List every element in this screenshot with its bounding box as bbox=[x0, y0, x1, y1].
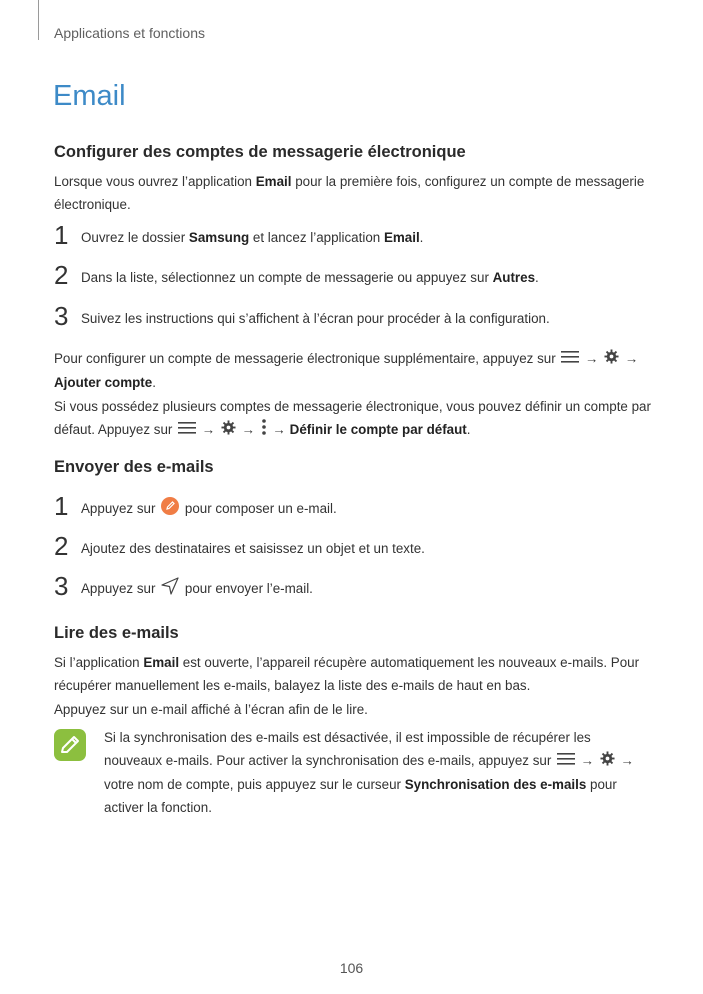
menu-icon bbox=[557, 750, 575, 773]
step-3 bbox=[54, 571, 654, 603]
step-2 bbox=[54, 531, 654, 563]
note-text: Si la synchronisation des e-mails est désactivée, il est impossible de récupérer les nouveaux e-mails. Pour activer la synchronisation des e-mails, appuyez sur → → votre nom de compte, puis appuyez sur le curseur Synchronisation des e-mails pour activer la fonction. bbox=[104, 730, 635, 815]
section-heading-configure: Configurer des comptes de messagerie électronique bbox=[54, 143, 466, 161]
step-2 bbox=[54, 260, 654, 292]
step-number: 2 bbox=[54, 531, 69, 561]
step-number: 3 bbox=[54, 571, 69, 601]
note-icon bbox=[54, 729, 86, 761]
step-number: 2 bbox=[54, 260, 69, 290]
compose-icon bbox=[161, 497, 179, 522]
step-number: 1 bbox=[54, 491, 69, 521]
page-title: Email bbox=[53, 80, 126, 112]
margin-rule bbox=[38, 0, 39, 40]
more-vertical-icon bbox=[261, 419, 267, 442]
step-3 bbox=[54, 301, 654, 333]
breadcrumb: Applications et fonctions bbox=[54, 25, 205, 41]
step-text: Suivez les instructions qui s’affichent à l’écran pour procéder à la configuration. bbox=[81, 311, 550, 326]
step-text: Dans la liste, sélectionnez un compte de messagerie ou appuyez sur Autres. bbox=[81, 270, 539, 285]
default-account-paragraph: Si vous possédez plusieurs comptes de messagerie électronique, vous pouvez définir un compte par défaut. Appuyez sur → → → Définir le compte par défaut. bbox=[54, 395, 654, 442]
step-text: Appuyez sur pour envoyer l’e-mail. bbox=[81, 577, 313, 602]
gear-icon bbox=[600, 750, 615, 773]
extra-account-paragraph: Pour configurer un compte de messagerie électronique supplémentaire, appuyez sur → → Ajouter compte. bbox=[54, 347, 654, 394]
menu-icon bbox=[561, 348, 579, 371]
section-heading-send: Envoyer des e-mails bbox=[54, 458, 214, 476]
gear-icon bbox=[604, 348, 619, 371]
step-text: Ouvrez le dossier Samsung et lancez l’application Email. bbox=[81, 230, 424, 245]
send-icon bbox=[161, 577, 179, 602]
step-text: Appuyez sur pour composer un e-mail. bbox=[81, 497, 337, 522]
step-1 bbox=[54, 491, 654, 523]
page-number: 106 bbox=[339, 960, 364, 976]
menu-icon bbox=[178, 419, 196, 442]
gear-icon bbox=[221, 419, 236, 442]
section-heading-read: Lire des e-mails bbox=[54, 624, 179, 642]
step-number: 3 bbox=[54, 301, 69, 331]
step-1 bbox=[54, 220, 654, 252]
intro-paragraph: Lorsque vous ouvrez l’application Email pour la première fois, configurez un compte de messagerie électronique. bbox=[54, 174, 645, 212]
step-number: 1 bbox=[54, 220, 69, 250]
read-instruction: Appuyez sur un e-mail affiché à l’écran afin de le lire. bbox=[54, 702, 368, 717]
step-text: Ajoutez des destinataires et saisissez un objet et un texte. bbox=[81, 541, 425, 556]
read-paragraph: Si l’application Email est ouverte, l’appareil récupère automatiquement les nouveaux e-mails. Pour récupérer manuellement les e-mails, balayez la liste des e-mails de haut en bas. bbox=[54, 655, 640, 693]
